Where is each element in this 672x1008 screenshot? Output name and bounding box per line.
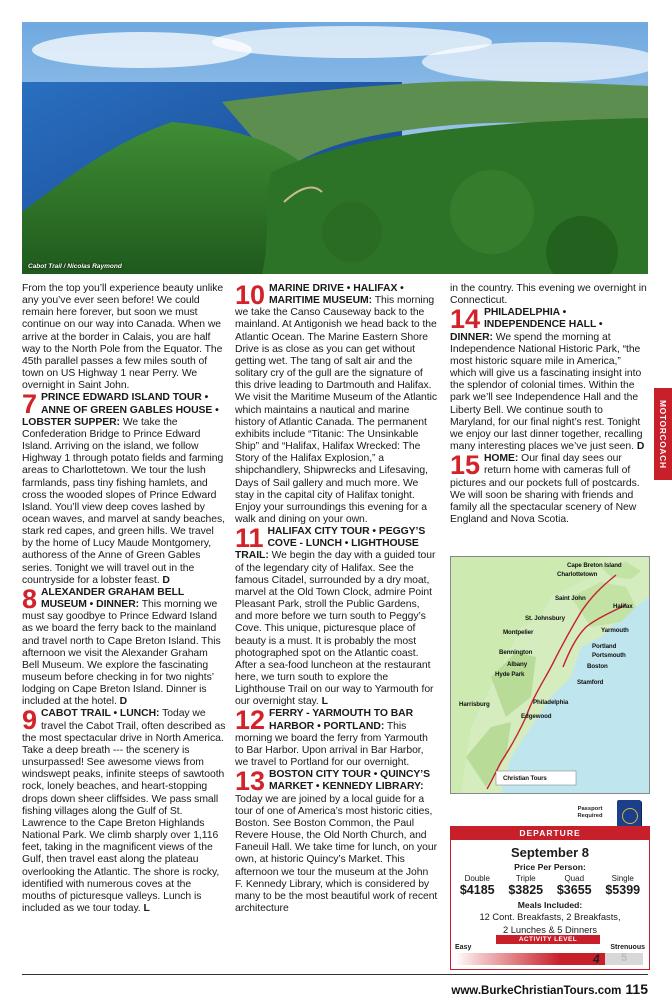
price-amount: $5399: [605, 883, 641, 897]
map-illustration: [451, 557, 649, 793]
day-number: 15: [450, 450, 480, 481]
day-8: [22, 583, 226, 709]
passport-required-label: Passport Required: [577, 806, 603, 819]
meals-line-1: 12 Cont. Breakfasts, 2 Breakfasts,: [479, 912, 621, 922]
day-body: We spend the morning at Independence National Historic Park, “the most historic square mile in America,” which will give us a fascinating insight into the splendor of colonial times. Within the park we’ll see Independence Hall and the Liberty Bell. We continue south to Maryland, for our final night’s rest. Tonight we enjoy our last dinner together, recalling many interesting places we’ve just seen.: [450, 331, 643, 453]
price-amount: $3655: [556, 883, 592, 897]
map-label: Harrisburg: [459, 701, 490, 708]
price-label: Quad: [564, 874, 585, 883]
activity-easy-label: Easy: [455, 944, 472, 951]
day-number: 14: [450, 304, 480, 335]
day-number: 11: [235, 523, 264, 554]
price-single: [605, 874, 640, 897]
day-body: We take the Confederation Bridge to Prince Edward Island. Arriving on the island, we follow Highway 1 through potato fields and farming areas to Charlottetown. We tour the lush farmlands, pass tiny fishing hamlets, and cross the wooded slopes of Prince Edward Island. You’ll view deep coves lashed by ocean waves, and marvel at sandy beaches, stark red capes, and green hills. We travel by the home of Lucy Maude Montgomery, authoress of the Anne of Green Gables series. Tonight we will travel out in the countryside for a lobster feast.: [22, 416, 225, 586]
meal-tag: D: [159, 574, 170, 586]
map-label: Cape Breton Island: [567, 562, 622, 569]
departure-price-box: [450, 826, 650, 970]
map-label: Philadelphia: [533, 699, 569, 706]
map-label: Saint John: [555, 595, 586, 602]
activity-level-bar: [455, 953, 643, 965]
price-amount: $3825: [508, 883, 544, 897]
meals-line-2: 2 Lunches & 5 Dinners: [502, 925, 598, 935]
map-label: Portsmouth: [592, 652, 626, 659]
day-title: PHILADELPHIA • INDEPENDENCE HALL • DINNER:: [450, 307, 603, 343]
map-label: Charlottetown: [557, 571, 598, 578]
price-list: [451, 874, 649, 897]
passport-seal: [622, 808, 638, 824]
map-label: Bennington: [499, 649, 533, 656]
meal-tag: D: [633, 441, 645, 453]
day-number: 9: [22, 705, 37, 736]
map-label: Yarmouth: [601, 627, 629, 634]
activity-level-header: ACTIVITY LEVEL: [496, 935, 600, 944]
text-column-1: [22, 283, 226, 915]
day-title: HALIFAX CITY TOUR • PEGGY’S COVE - LUNCH • LIGHTHOUSE TRAIL:: [235, 526, 426, 562]
day-title: CABOT TRAIL • LUNCH:: [40, 708, 160, 720]
route-map: [450, 556, 650, 794]
meal-tag: L: [318, 696, 328, 708]
meal-tag: L: [140, 902, 150, 914]
price-per-person-label: Price Per Person:: [514, 862, 586, 872]
day-title: ALEXANDER GRAHAM BELL MUSEUM • DINNER:: [40, 586, 185, 611]
day-title: MARINE DRIVE • HALIFAX • MARITIME MUSEUM:: [268, 283, 404, 307]
departure-header: DEPARTURE: [451, 827, 649, 840]
day-number: 7: [22, 389, 37, 420]
day-11: [235, 523, 439, 708]
page-footer: [451, 981, 648, 997]
price-amount: $4185: [459, 883, 495, 897]
price-triple: [508, 874, 543, 897]
price-label: Triple: [515, 874, 536, 883]
meals-header: Meals Included:: [517, 900, 583, 910]
map-label: Albany: [507, 661, 528, 668]
activity-level-number: 4: [593, 953, 600, 965]
activity-strenuous-label: Strenuous: [610, 944, 645, 951]
day-10: [235, 280, 439, 526]
day-7: [22, 389, 226, 587]
continued-paragraph: in the country. This evening we overnight in Connecticut.: [450, 283, 647, 307]
day-number: 8: [22, 583, 37, 614]
day-title: HOME:: [483, 453, 519, 465]
footer-rule: [22, 974, 648, 975]
price-quad: [557, 874, 592, 897]
day-title: BOSTON CITY TOUR • QUINCY’S MARKET • KENNEDY LIBRARY:: [268, 769, 430, 793]
motorcoach-side-tab: MOTORCOACH: [654, 388, 672, 480]
map-label: Montpelier: [503, 629, 534, 636]
departure-date: September 8: [510, 845, 590, 860]
price-label: Single: [611, 874, 634, 883]
page-number: 115: [625, 981, 648, 997]
map-label: Christian Tours: [503, 775, 547, 782]
day-12: [235, 705, 439, 769]
map-label: St. Johnsbury: [525, 615, 565, 622]
day-body: Our final day sees our return home with cameras full of pictures and our pockets full of postcards. We will soon be sharing with friends and family all the spectacular scenery of New England and Nova Scotia.: [450, 453, 640, 525]
intro-paragraph: From the top you’ll experience beauty unlike any you’ve ever seen before! We could remain here forever, but soon we must continue on our way into Canada. When we arrive at the border in Calais, you are half way to the North Pole from the Equator. The 45th parallel passes a few miles south of town on US Highway 1 near Perry. We overnight in Saint John.: [22, 283, 224, 392]
text-column-2: [235, 280, 439, 915]
day-body: This morning we must say goodbye to Prince Edward Island as we board the ferry back to the mainland and travel north to Cape Breton Island. This afternoon we visit the Alexander Graham Bell Museum. We explore the fascinating museum before checking in for two nights’ lodging on Cape Breton Island. Dinner is included at the hotel.: [22, 599, 221, 708]
map-label: Hyde Park: [495, 671, 525, 678]
day-title: PRINCE EDWARD ISLAND TOUR • ANNE OF GREEN GABLES HOUSE • LOBSTER SUPPER:: [22, 392, 219, 428]
day-body: This morning we take the Canso Causeway back to the mainland. At Antigonish we head back to the Atlantic Ocean. The Marine Eastern Shore Drive is as close as you can get without getting wet. The tang of salt air and the solitary cry of the gull are the signature of this drive leading to Dartmouth and Halifax. We visit the Maritime Museum of the Atlantic which maintains a nautical and marine history of Atlantic Canada. The permanent exhibits include “Titanic: The Unsinkable Ship” and “Halifax, Halifax Wrecked: The Story of the Halifax Explosion,” a shipchandlery, Shipwrecks and Lifesaving, Days of Sail gallery and much more. We stay in the capital city of Halifax tonight. Enjoy your surroundings this evening for a walk and dining on your own.: [235, 295, 438, 525]
map-label: Edgewood: [521, 713, 552, 720]
text-column-3: [450, 283, 648, 526]
day-number: 10: [235, 280, 265, 310]
map-label: Halifax: [613, 603, 633, 610]
day-13: [235, 766, 439, 915]
day-body: We begin the day with a guided tour of the legendary city of Halifax. See the famous Citadel, surrounded by a dry moat, marvel at the Old Town Clock, admire Point Pleasant Park, stroll the Public Gardens, and more before we turn south to Peggy’s Cove. This unique, picturesque place of beauty is a must. It is probably the most photographed spot on the Atlantic coast. After a sea-food luncheon at the restaurant here, we turn south to explore the Lighthouse Trail on our way to Yarmouth for our overnight stay.: [235, 550, 436, 708]
day-15: [450, 450, 648, 526]
map-label: Portland: [592, 643, 617, 650]
price-label: Double: [464, 874, 490, 883]
day-14: [450, 304, 648, 453]
day-number: 12: [235, 705, 265, 736]
meal-tag: D: [116, 696, 128, 708]
cabot-trail-photo: [22, 22, 648, 274]
day-body: This morning we board the ferry from Yarmouth to Bar Harbor. Upon arrival in Bar Harbor, we travel to Portland for our overnight.: [235, 720, 428, 769]
website-url: www.BurkeChristianTours.com: [451, 985, 622, 997]
photo-credit: Cabot Trail / Nicolas Raymond: [28, 263, 122, 270]
day-body: Today we travel the Cabot Trail, often described as the most spectacular drive in North America. Take a deep breath --- the scenery is unsurpassed! See awesome views from windswept peaks, infinite steeps of sawtooth rock, lonely beaches, and heart-stopping drops down sheer cliffsides. We pass small fishing villages along the Gulf of St. Lawrence to the Cape Breton Highlands National Park. We climb sharply over 1,116 feet, taking in the magnificent views of the Gulf, then travel east along the plateau overlooking the Atlantic. The shore is rocky, identified with numerous coves at the mouths of picturesque valleys. Lunch is included as we tour today.: [22, 708, 226, 914]
activity-level-fill: [455, 953, 605, 965]
activity-level-max: 5: [621, 953, 628, 964]
day-title: FERRY - YARMOUTH TO BAR HARBOR • PORTLAND:: [268, 708, 414, 732]
map-label: Stamford: [577, 679, 604, 686]
landscape-illustration: [22, 22, 648, 274]
day-9: [22, 705, 226, 915]
map-label: Boston: [587, 663, 608, 670]
price-double: [460, 874, 495, 897]
day-body: Today we are joined by a local guide for a tour of one of America’s most historic cities, Boston. See Boston Common, the Paul Revere House, the Old North Church, and Faneuil Hall. We take time for lunch, on your own, at historic Quincy’s Market. This afternoon we tour the museum at the John F. Kennedy Library, which is considered by many to be the most beautiful work of recent architecture: [235, 793, 438, 914]
day-number: 13: [235, 766, 265, 797]
